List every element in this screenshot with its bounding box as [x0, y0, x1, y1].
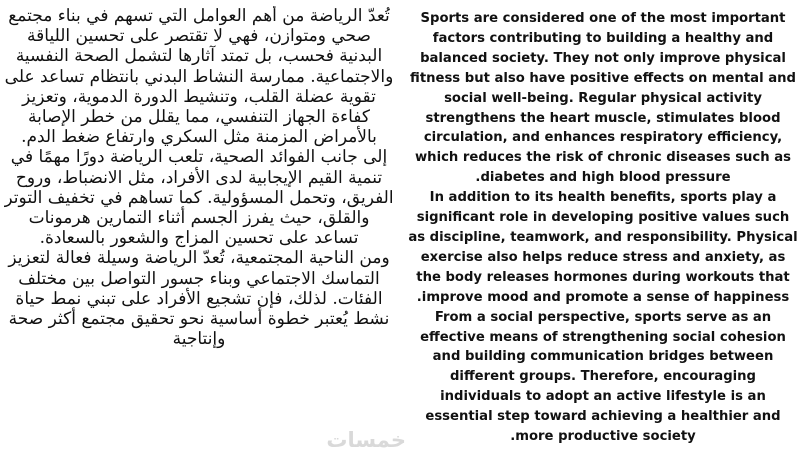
english-paragraph-1: Sports are considered one of the most important factors contributing to building a healthy and balanced society. They not only improve physical fitness but also have positive effects on mental and social well-being. Regular physical activity strengthens the heart muscle, stimulates blood circulation, and enhances respiratory efficiency, which reduces the risk of chronic diseases such as diabetes and high blood pressure.	[410, 11, 796, 186]
arabic-text-column	[4, 6, 394, 454]
arabic-paragraph-3: ومن الناحية المجتمعية، تُعدّ الرياضة وسيلة فعالة لتعزيز التماسك الاجتماعي وبناء جسور التواصل بين مختلف الفئات. لذلك، فإن تشجيع الأفراد على تبني نمط حياة نشط يُعتبر خطوة أساسية نحو تحقيق مجتمع أكثر صحة وإنتاجية	[8, 248, 390, 350]
english-paragraph-3: From a social perspective, sports serve as an effective means of strengthening social cohesion and building communication bridges between different groups. Therefore, encouraging individuals to adopt an active lifestyle is an essential step toward achieving a healthier and more productive society.	[420, 309, 786, 445]
watermark-logo: خمسات	[326, 428, 406, 452]
english-text-column	[408, 9, 798, 455]
english-paragraph-2: In addition to its health benefits, sports play a significant role in developing positive values such as discipline, teamwork, and responsibility. Physical exercise also helps reduce stress and anxiety, as the body releases hormones during workouts that improve mood and promote a sense of happiness.	[408, 190, 798, 305]
arabic-paragraph-1: تُعدّ الرياضة من أهم العوامل التي تسهم في بناء مجتمع صحي ومتوازن، فهي لا تقتصر على تحسين اللياقة البدنية فحسب، بل تمتد آثارها لتشمل الصحة النفسية والاجتماعية. ممارسة النشاط البدني بانتظام تساعد على تقوية عضلة القلب، وتنشيط الدورة الدموية، وتعزيز كفاءة الجهاز التنفسي، مما يقلل من خطر الإصابة بالأمراض المزمنة مثل السكري وارتفاع ضغط الدم.	[4, 6, 394, 148]
arabic-paragraph-2: إلى جانب الفوائد الصحية، تلعب الرياضة دورًا مهمًا في تنمية القيم الإيجابية لدى الأفراد، مثل الانضباط، وروح الفريق، وتحمل المسؤولية. كما تساهم في تخفيف التوتر والقلق، حيث يفرز الجسم أثناء التمارين هرمونات تساعد على تحسين المزاج والشعور بالسعادة.	[4, 147, 394, 249]
